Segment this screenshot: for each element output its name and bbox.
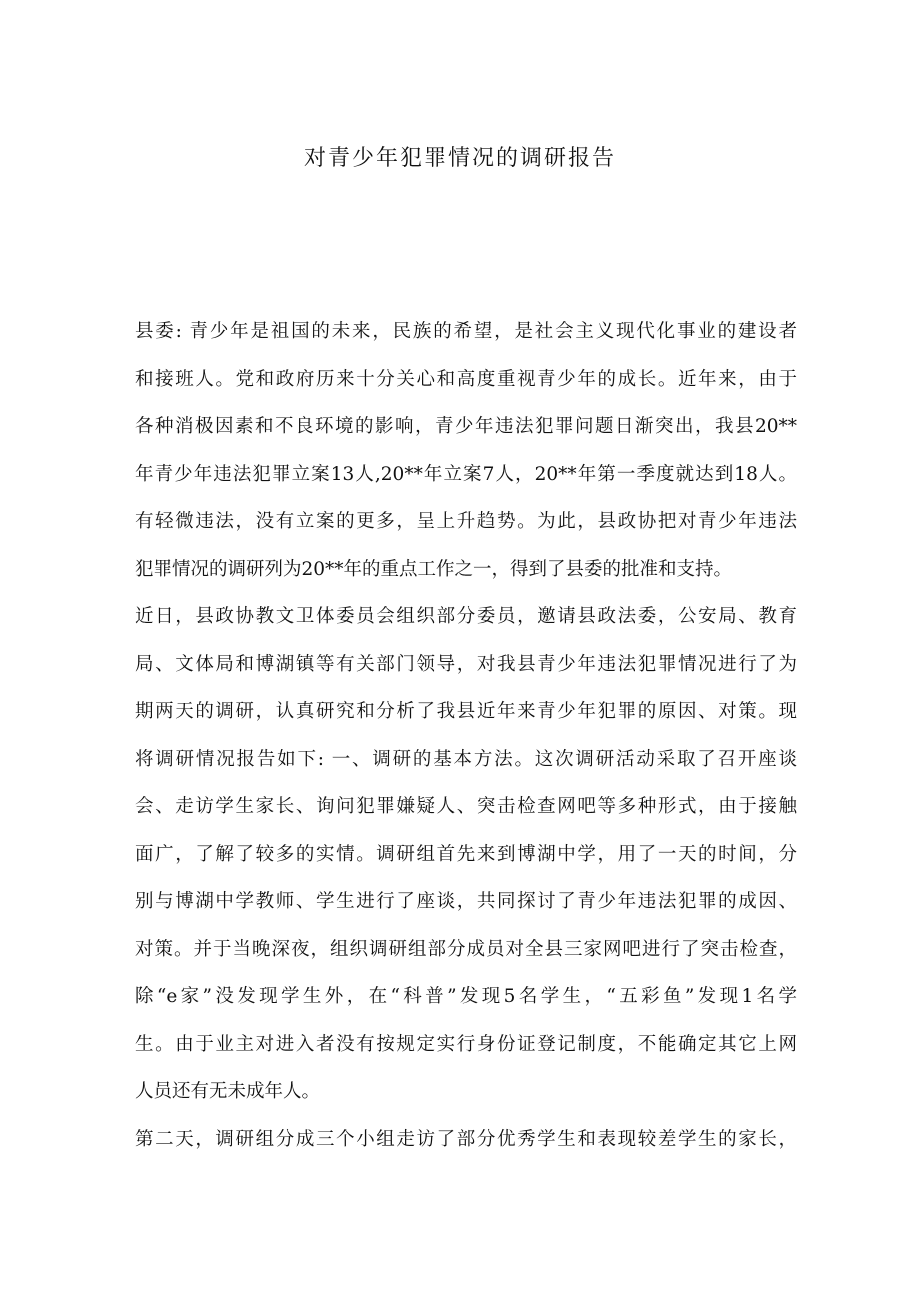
body-line: 将调研情况报告如下: 一、调研的基本方法。这次调研活动采取了召开座谈 <box>135 748 797 770</box>
document-title: 对青少年犯罪情况的调研报告 <box>303 146 616 171</box>
body-line: 和接班人。党和政府历来十分关心和高度重视青少年的成长。近年来，由于 <box>135 368 797 390</box>
body-line: 各种消极因素和不良环境的影响，青少年违法犯罪问题日渐突出，我县20** <box>135 416 797 437</box>
body-line: 面广，了解了较多的实情。调研组首先来到博湖中学，用了一天的时间，分 <box>135 843 797 865</box>
body-line: 有轻微违法，没有立案的更多，呈上升趋势。为此，县政协把对青少年违法 <box>135 511 797 532</box>
body-line: 生。由于业主对进入者没有按规定实行身份证登记制度，不能确定其它上网 <box>135 1033 797 1055</box>
body-line: 县委: 青少年是祖国的未来，民族的希望，是社会主义现代化事业的建设者 <box>135 321 797 342</box>
body-line: 会、走访学生家长、询问犯罪嫌疑人、突击检查网吧等多种形式，由于接触 <box>135 796 797 817</box>
body-line: 除“e家”没发现学生外，在“科普”发现5名学生，“五彩鱼”发现1名学 <box>135 986 797 1007</box>
document-body <box>135 316 797 1171</box>
body-line: 第二天，调研组分成三个小组走访了部分优秀学生和表现较差学生的家长， <box>135 1128 797 1150</box>
body-line: 局、文体局和博湖镇等有关部门领导，对我县青少年违法犯罪情况进行了为 <box>135 653 797 675</box>
body-line: 年青少年违法犯罪立案13人,20**年立案7人，20**年第一季度就达到18人。 <box>135 463 797 485</box>
body-line: 别与博湖中学教师、学生进行了座谈，共同探讨了青少年违法犯罪的成因、 <box>135 891 797 912</box>
body-line: 犯罪情况的调研列为20**年的重点工作之一，得到了县委的批准和支持。 <box>135 558 733 580</box>
body-line: 对策。并于当晚深夜，组织调研组部分成员对全县三家网吧进行了突击检查， <box>135 938 797 960</box>
body-line: 期两天的调研，认真研究和分析了我县近年来青少年犯罪的原因、对策。现 <box>135 701 797 722</box>
body-line: 人员还有无未成年人。 <box>135 1081 321 1102</box>
body-line: 近日，县政协教文卫体委员会组织部分委员，邀请县政法委，公安局、教育 <box>135 606 797 627</box>
